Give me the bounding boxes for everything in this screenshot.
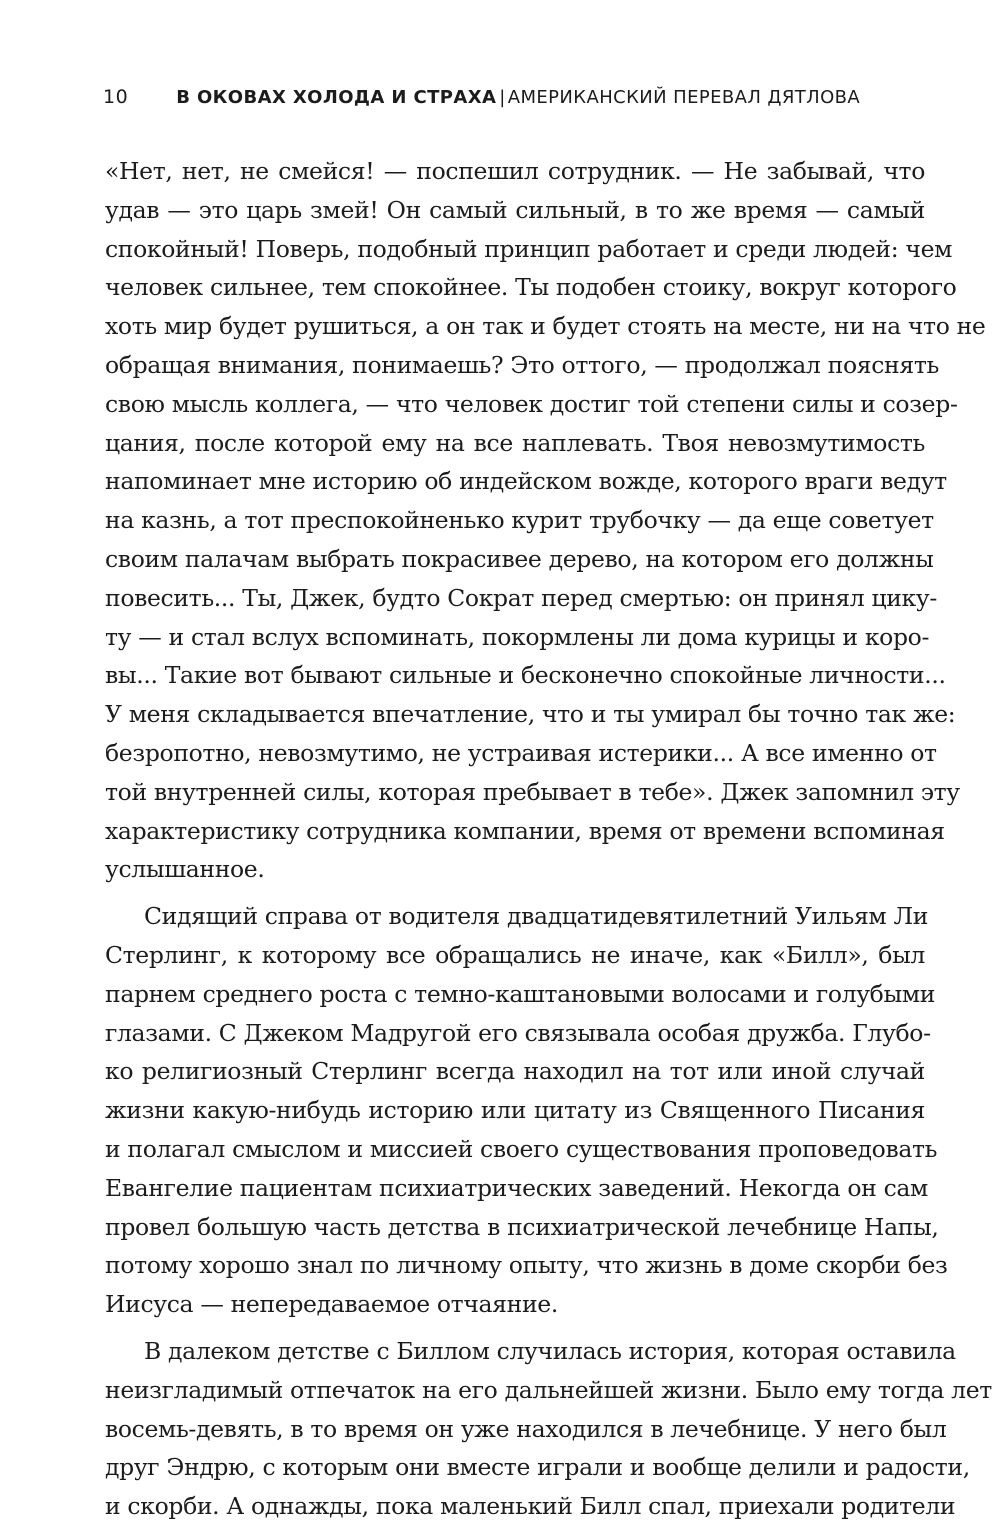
text-line: человек сильнее, тем спокойнее. Ты подобен стоику, вокруг которого [105,273,957,302]
text-line: удав — это царь змей! Он самый сильный, в то же время — самый [105,195,925,224]
paragraph [105,897,948,1324]
text-line: цания, после которой ему на все наплевать. Твоя невозмутимость [105,428,925,457]
text-line: восемь-девять, в то время он уже находился в лечебнице. У него был [105,1414,947,1443]
text-line: «Нет, нет, не смейся! — поспешил сотрудник. — Не забывай, что [105,157,925,185]
text-line: ту — и стал вслух вспоминать, покормлены ли дома курицы и коро- [105,622,930,651]
text-line: Иисуса — непередаваемое отчаяние. [105,1290,558,1319]
page-number: 10 [103,86,129,108]
text-line: хоть мир будет рушиться, а он так и будет стоять на месте, ни на что не [105,312,986,341]
text-line: вы... Такие вот бывают сильные и бесконечно спокойные личности... [105,661,946,690]
text-line: провел большую часть детства в психиатрической лечебнице Напы, [105,1212,939,1241]
text-line: спокойный! Поверь, подобный принцип работает и среди людей: чем [105,234,953,263]
section-title: АМЕРИКАНСКИЙ ПЕРЕВАЛ ДЯТЛОВА [507,87,861,108]
text-line: глазами. С Джеком Мадругой его связывала особая дружба. Глубо- [105,1018,931,1047]
text-line: и скорби. А однажды, пока маленький Билл спал, приехали родители [105,1492,956,1521]
text-line: свою мысль коллега, — что человек достиг той степени силы и созер- [105,389,958,418]
text-line: Сидящий справа от водителя двадцатидевятилетний Уильям Ли [144,902,929,931]
book-title: В ОКОВАХ ХОЛОДА И СТРАХА [176,87,497,108]
text-line: той внутренней силы, которая пребывает в тебе». Джек запомнил эту [105,777,960,806]
text-line: У меня складывается впечатление, что и ты умирал бы точно так же: [105,700,956,729]
paragraph-gap [105,1324,925,1332]
text-line: ко религиозный Стерлинг всегда находил на тот или иной случай [105,1057,925,1086]
text-line: своим палачам выбрать покрасивее дерево, на котором его должны [105,544,934,573]
text-line: напоминает мне историю об индейском вожде, которого враги ведут [105,467,947,496]
text-line: на казнь, а тот преспокойненько курит трубочку — да еще советует [105,506,934,535]
text-line: неизгладимый отпечаток на его дальнейшей жизни. Было ему тогда лет [105,1375,992,1404]
paragraph [105,152,986,889]
text-line: потому хорошо знал по личному опыту, что жизнь в доме скорби без [105,1251,948,1280]
text-line: обращая внимания, понимаешь? Это оттого, — продолжал пояснять [105,350,939,379]
text-line: В далеком детстве с Биллом случилась история, которая оставила [144,1336,956,1365]
text-line: характеристику сотрудника компании, время от времени вспоминая [105,816,945,845]
text-line: Евангелие пациентам психиатрических заведений. Некогда он сам [105,1173,928,1202]
text-line: Стерлинг, к которому все обращались не иначе, как «Билл», был [105,940,925,969]
text-line: услышанное. [105,855,265,884]
header-separator: | [499,87,506,108]
text-line: парнем среднего роста с темно-каштановыми волосами и голубыми [105,979,936,1008]
paragraph-gap [105,889,925,897]
running-header [103,84,903,110]
paragraph [105,1332,992,1526]
text-line: повесить... Ты, Джек, будто Сократ перед смертью: он принял цику- [105,583,937,612]
text-line: жизни какую-нибудь историю или цитату из Священного Писания [105,1096,925,1125]
body-text [105,152,992,1526]
text-line: и полагал смыслом и миссией своего существования проповедовать [105,1134,938,1163]
text-line: безропотно, невозмутимо, не устраивая истерики... А все именно от [105,738,937,767]
text-line: друг Эндрю, с которым они вместе играли и вообще делили и радости, [105,1453,970,1482]
